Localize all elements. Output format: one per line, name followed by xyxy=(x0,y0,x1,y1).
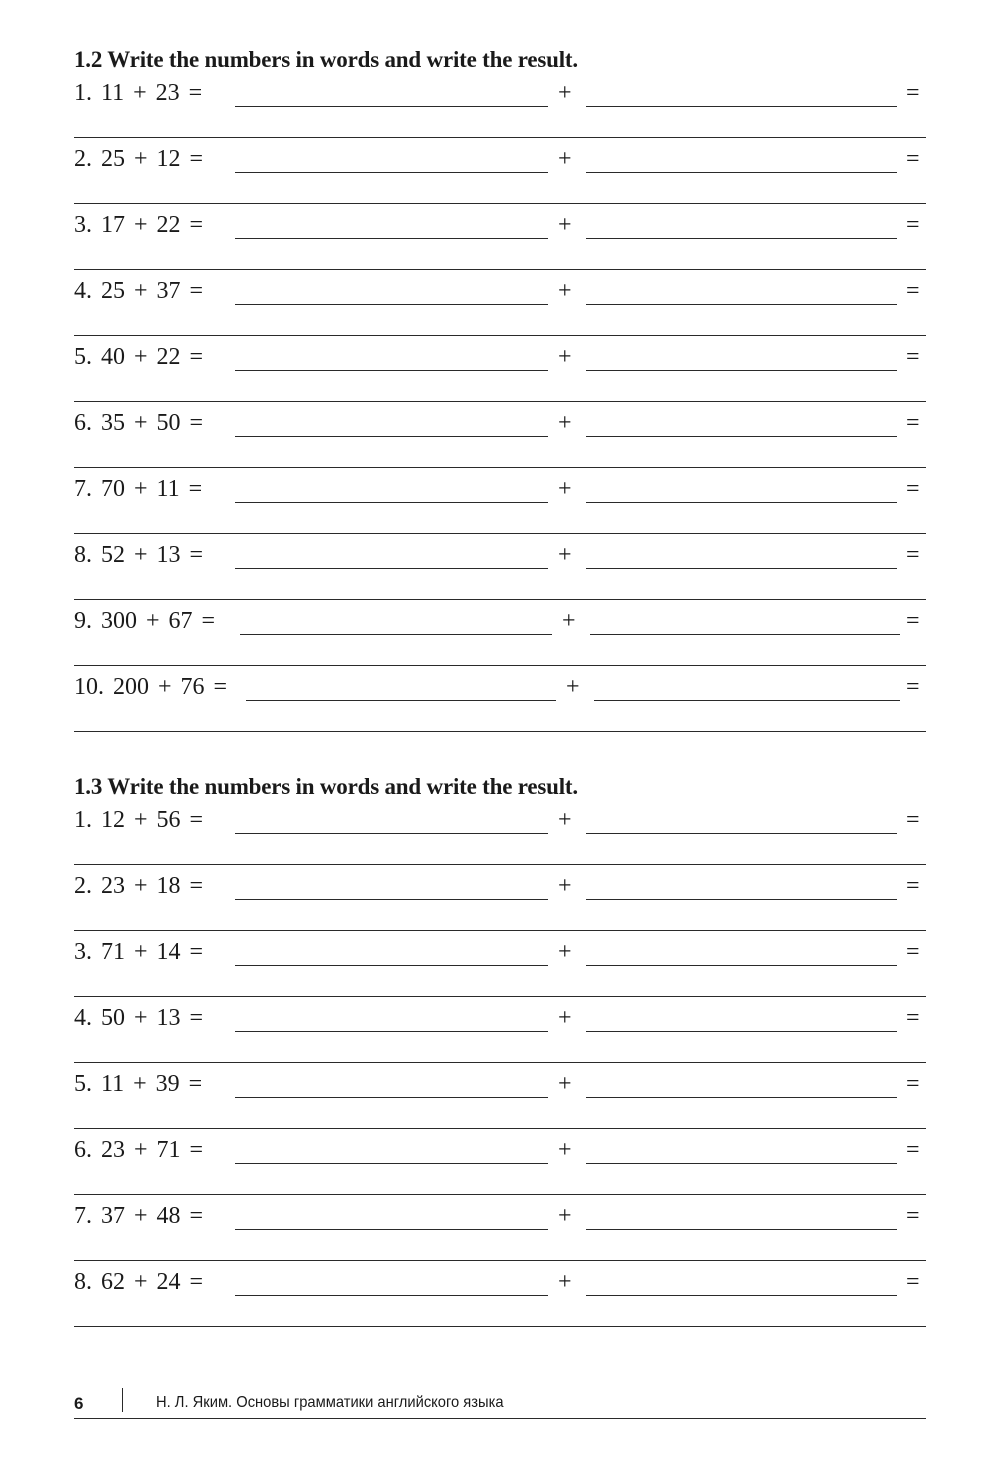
exercise-expression: 7. 70 + 11 = xyxy=(74,476,203,502)
result-blank[interactable] xyxy=(74,467,926,468)
second-number-blank[interactable] xyxy=(586,502,897,503)
exercise-row xyxy=(0,212,1000,252)
page-footer xyxy=(74,1388,926,1419)
first-number-blank[interactable] xyxy=(235,238,548,239)
exercise-expression: 4. 50 + 13 = xyxy=(74,1005,204,1031)
second-number-blank[interactable] xyxy=(586,833,897,834)
equals-sign: = xyxy=(906,410,920,436)
first-number-blank[interactable] xyxy=(235,1097,548,1098)
result-blank[interactable] xyxy=(74,533,926,534)
book-title: Н. Л. Яким. Основы грамматики английского языка xyxy=(156,1394,504,1411)
second-number-blank[interactable] xyxy=(586,568,897,569)
exercise-expression: 6. 23 + 71 = xyxy=(74,1137,204,1163)
exercise-row xyxy=(0,1203,1000,1243)
equals-sign: = xyxy=(906,1137,920,1163)
plus-sign: + xyxy=(558,1137,572,1163)
second-number-blank[interactable] xyxy=(590,634,900,635)
result-blank[interactable] xyxy=(74,864,926,865)
first-number-blank[interactable] xyxy=(235,370,548,371)
plus-sign: + xyxy=(558,278,572,304)
result-blank[interactable] xyxy=(74,996,926,997)
exercise-expression: 4. 25 + 37 = xyxy=(74,278,204,304)
first-number-blank[interactable] xyxy=(235,568,548,569)
first-number-blank[interactable] xyxy=(235,1031,548,1032)
equals-sign: = xyxy=(906,1005,920,1031)
exercise-expression: 9. 300 + 67 = xyxy=(74,608,216,634)
equals-sign: = xyxy=(906,939,920,965)
exercise-expression: 1. 12 + 56 = xyxy=(74,807,204,833)
plus-sign: + xyxy=(558,1269,572,1295)
page-number: 6 xyxy=(74,1394,84,1413)
section-title: Write the numbers in words and write the result. xyxy=(107,774,578,799)
result-blank[interactable] xyxy=(74,731,926,732)
exercise-expression: 1. 11 + 23 = xyxy=(74,80,203,106)
second-number-blank[interactable] xyxy=(586,1295,897,1296)
first-number-blank[interactable] xyxy=(235,436,548,437)
first-number-blank[interactable] xyxy=(235,1163,548,1164)
exercise-row xyxy=(0,80,1000,120)
second-number-blank[interactable] xyxy=(586,436,897,437)
second-number-blank[interactable] xyxy=(586,1163,897,1164)
equals-sign: = xyxy=(906,1203,920,1229)
result-blank[interactable] xyxy=(74,269,926,270)
equals-sign: = xyxy=(906,278,920,304)
result-blank[interactable] xyxy=(74,1194,926,1195)
exercise-expression: 6. 35 + 50 = xyxy=(74,410,204,436)
second-number-blank[interactable] xyxy=(594,700,900,701)
exercise-row xyxy=(0,1071,1000,1111)
second-number-blank[interactable] xyxy=(586,304,897,305)
first-number-blank[interactable] xyxy=(235,1229,548,1230)
first-number-blank[interactable] xyxy=(235,106,548,107)
footer-divider xyxy=(122,1388,123,1412)
first-number-blank[interactable] xyxy=(240,634,552,635)
result-blank[interactable] xyxy=(74,930,926,931)
exercise-expression: 2. 25 + 12 = xyxy=(74,146,204,172)
second-number-blank[interactable] xyxy=(586,1229,897,1230)
result-blank[interactable] xyxy=(74,599,926,600)
equals-sign: = xyxy=(906,608,920,634)
plus-sign: + xyxy=(558,542,572,568)
exercise-row xyxy=(0,1005,1000,1045)
equals-sign: = xyxy=(906,542,920,568)
first-number-blank[interactable] xyxy=(246,700,556,701)
section-heading-1-2 xyxy=(74,47,578,73)
first-number-blank[interactable] xyxy=(235,899,548,900)
plus-sign: + xyxy=(558,476,572,502)
exercise-row xyxy=(0,939,1000,979)
plus-sign: + xyxy=(566,674,580,700)
plus-sign: + xyxy=(558,1005,572,1031)
second-number-blank[interactable] xyxy=(586,1097,897,1098)
exercise-expression: 5. 11 + 39 = xyxy=(74,1071,203,1097)
result-blank[interactable] xyxy=(74,137,926,138)
second-number-blank[interactable] xyxy=(586,106,897,107)
plus-sign: + xyxy=(558,939,572,965)
section-number: 1.3 xyxy=(74,774,103,799)
equals-sign: = xyxy=(906,674,920,700)
exercise-expression: 7. 37 + 48 = xyxy=(74,1203,204,1229)
second-number-blank[interactable] xyxy=(586,1031,897,1032)
plus-sign: + xyxy=(558,1071,572,1097)
second-number-blank[interactable] xyxy=(586,370,897,371)
plus-sign: + xyxy=(558,146,572,172)
result-blank[interactable] xyxy=(74,335,926,336)
exercise-row xyxy=(0,476,1000,516)
second-number-blank[interactable] xyxy=(586,899,897,900)
exercise-row xyxy=(0,608,1000,648)
equals-sign: = xyxy=(906,80,920,106)
section-number: 1.2 xyxy=(74,47,103,72)
equals-sign: = xyxy=(906,146,920,172)
plus-sign: + xyxy=(562,608,576,634)
plus-sign: + xyxy=(558,80,572,106)
exercise-expression: 8. 52 + 13 = xyxy=(74,542,204,568)
exercise-row xyxy=(0,410,1000,450)
section-title: Write the numbers in words and write the result. xyxy=(107,47,578,72)
second-number-blank[interactable] xyxy=(586,172,897,173)
exercise-row xyxy=(0,807,1000,847)
section-heading-1-3 xyxy=(74,774,578,800)
exercise-row xyxy=(0,873,1000,913)
first-number-blank[interactable] xyxy=(235,1295,548,1296)
exercise-expression: 3. 71 + 14 = xyxy=(74,939,204,965)
equals-sign: = xyxy=(906,476,920,502)
result-blank[interactable] xyxy=(74,401,926,402)
exercise-row xyxy=(0,1269,1000,1309)
result-blank[interactable] xyxy=(74,1062,926,1063)
plus-sign: + xyxy=(558,410,572,436)
exercise-row xyxy=(0,278,1000,318)
plus-sign: + xyxy=(558,1203,572,1229)
exercise-row xyxy=(0,674,1000,714)
first-number-blank[interactable] xyxy=(235,502,548,503)
result-blank[interactable] xyxy=(74,203,926,204)
result-blank[interactable] xyxy=(74,1326,926,1327)
second-number-blank[interactable] xyxy=(586,965,897,966)
exercise-expression: 5. 40 + 22 = xyxy=(74,344,204,370)
exercise-expression: 2. 23 + 18 = xyxy=(74,873,204,899)
exercise-row xyxy=(0,542,1000,582)
exercise-row xyxy=(0,146,1000,186)
equals-sign: = xyxy=(906,873,920,899)
result-blank[interactable] xyxy=(74,1260,926,1261)
exercise-row xyxy=(0,1137,1000,1177)
equals-sign: = xyxy=(906,1269,920,1295)
result-blank[interactable] xyxy=(74,1128,926,1129)
first-number-blank[interactable] xyxy=(235,172,548,173)
plus-sign: + xyxy=(558,344,572,370)
plus-sign: + xyxy=(558,807,572,833)
plus-sign: + xyxy=(558,873,572,899)
result-blank[interactable] xyxy=(74,665,926,666)
first-number-blank[interactable] xyxy=(235,304,548,305)
equals-sign: = xyxy=(906,807,920,833)
second-number-blank[interactable] xyxy=(586,238,897,239)
equals-sign: = xyxy=(906,344,920,370)
exercise-expression: 10. 200 + 76 = xyxy=(74,674,228,700)
first-number-blank[interactable] xyxy=(235,833,548,834)
equals-sign: = xyxy=(906,1071,920,1097)
exercise-expression: 3. 17 + 22 = xyxy=(74,212,204,238)
first-number-blank[interactable] xyxy=(235,965,548,966)
plus-sign: + xyxy=(558,212,572,238)
exercise-row xyxy=(0,344,1000,384)
equals-sign: = xyxy=(906,212,920,238)
exercise-expression: 8. 62 + 24 = xyxy=(74,1269,204,1295)
